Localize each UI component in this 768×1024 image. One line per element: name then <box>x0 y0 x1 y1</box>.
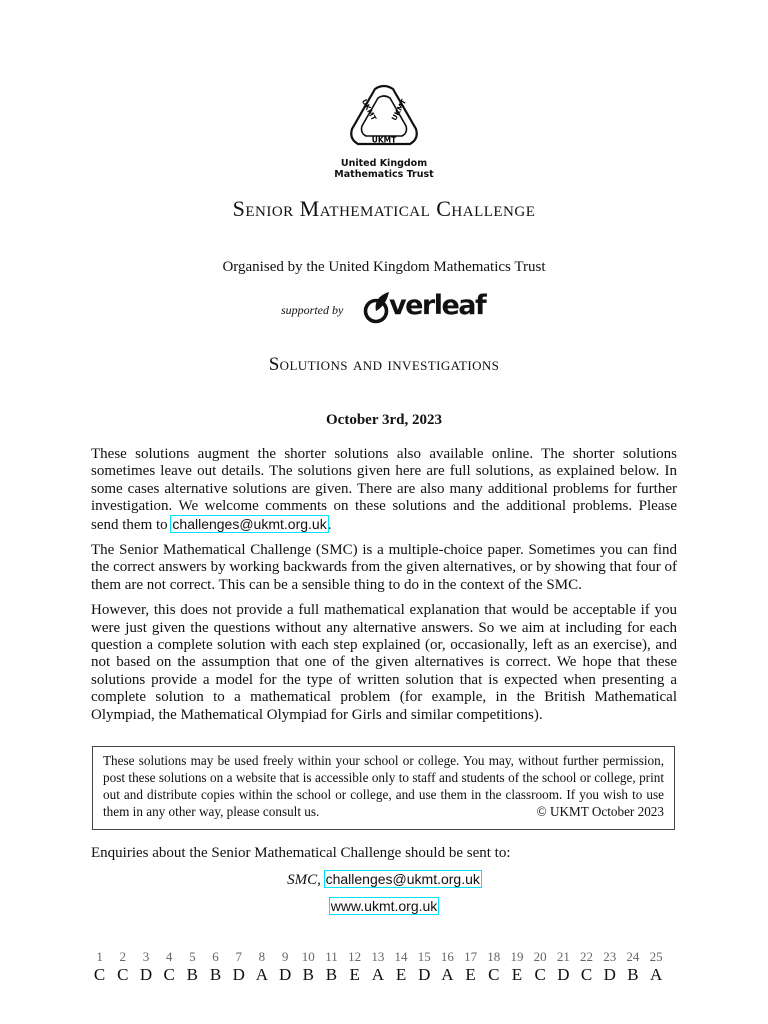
usage-notice-box <box>92 746 675 830</box>
question-number: 13 <box>371 949 385 964</box>
question-number: 24 <box>626 949 640 964</box>
answer-column <box>320 949 343 985</box>
answer-letter: E <box>511 965 523 984</box>
supported-by-label: supported by <box>281 303 344 317</box>
page-subtitle: Solutions and investigations <box>268 354 500 375</box>
answer-letter: B <box>209 965 222 984</box>
answer-letter: D <box>418 965 431 984</box>
question-number: 1 <box>96 949 103 964</box>
answer-letter: A <box>255 965 269 984</box>
answer-column <box>598 949 621 985</box>
website-line <box>0 898 768 916</box>
question-number: 9 <box>281 949 289 964</box>
answer-letter: A <box>649 965 663 984</box>
question-number: 7 <box>235 949 242 964</box>
answer-letter: B <box>302 965 314 984</box>
intro-paragraph-2: The Senior Mathematical Challenge (SMC) is a multiple-choice paper. Sometimes you can find the correct answers by working backwards from the given alternatives, or by showing that four of them are not correct. This can be a sensible thing to do in the context of the SMC. <box>91 542 677 593</box>
question-number: 11 <box>325 949 338 964</box>
logo-ring-text-left: UKMT <box>359 98 378 123</box>
answer-column <box>343 949 366 985</box>
contact-email-link[interactable]: challenges@ukmt.org.uk <box>325 871 480 887</box>
overleaf-leaf-icon <box>362 289 392 325</box>
question-number: 16 <box>440 949 454 964</box>
answer-letter: D <box>232 965 245 984</box>
email-link[interactable]: challenges@ukmt.org.uk <box>172 515 327 532</box>
question-number: 22 <box>580 949 594 964</box>
answer-letter: D <box>603 965 616 984</box>
contact-email-line <box>0 871 768 889</box>
enquiries-text: Enquiries about the Senior Mathematical Challenge should be sent to: <box>91 845 511 861</box>
answer-letter: C <box>163 965 175 984</box>
question-number: 5 <box>189 949 196 964</box>
organised-by: Organised by the United Kingdom Mathematics Trust <box>222 259 546 275</box>
logo-ring-text-right: UKMT <box>390 98 409 123</box>
answer-column <box>250 949 273 985</box>
question-number: 25 <box>649 949 663 964</box>
logo-caption-line1: United Kingdom <box>340 158 428 169</box>
answer-column <box>389 949 412 985</box>
page-title: Senior Mathematical Challenge <box>232 196 536 221</box>
intro-paragraph-1: These solutions augment the shorter solutions also available online. The shorter solutions sometimes leave out details. The solutions given here are full solutions, as explained below. In some cases alternative solutions are given. There are also many additional problems for further investigation. We welcome comments on these solutions and the additional problems. Please send them to challenges@ukmt.org.uk. <box>91 446 677 533</box>
answer-column <box>482 949 505 985</box>
answer-column <box>505 949 528 985</box>
logo-caption-line2: Mathematics Trust <box>334 169 434 180</box>
question-number: 6 <box>212 949 219 964</box>
overleaf-wordmark: verleaf <box>389 290 486 321</box>
answer-column <box>366 949 389 985</box>
question-number: 2 <box>119 949 127 964</box>
question-number: 19 <box>510 949 524 964</box>
contact-prefix: SMC, <box>287 872 321 888</box>
answer-letter: D <box>139 965 153 984</box>
question-number: 4 <box>165 949 173 964</box>
answer-column <box>621 949 644 985</box>
answer-column <box>575 949 598 985</box>
answer-column <box>204 949 227 985</box>
answer-letter: B <box>186 965 199 984</box>
logo-caption <box>0 158 768 180</box>
question-number: 21 <box>556 949 570 964</box>
ukmt-triangle-emblem-icon <box>347 84 421 150</box>
answer-letter: C <box>534 965 546 984</box>
question-number: 20 <box>533 949 547 964</box>
logo-ring-text-bottom: UKMT <box>371 135 397 145</box>
question-number: 8 <box>258 949 266 964</box>
question-number: 3 <box>142 949 150 964</box>
answer-column <box>227 949 250 985</box>
answer-column <box>529 949 552 985</box>
question-number: 18 <box>487 949 501 964</box>
intro-text <box>91 446 677 732</box>
question-number: 12 <box>348 949 362 964</box>
answer-letter: B <box>627 965 639 984</box>
usage-notice-text: These solutions may be used freely within your school or college. You may, without further permission, post these solutions on a website that is accessible only to staff and students of the school or college, print out and distribute copies within the school or college, and use them in the classroom. If you wish to use them in any other way, please consult us. <box>103 753 664 819</box>
answer-letter: D <box>557 965 570 984</box>
answer-letter: E <box>349 965 360 984</box>
website-link[interactable]: www.ukmt.org.uk <box>330 898 438 914</box>
copyright-notice: © UKMT October 2023 <box>536 804 664 819</box>
answer-column <box>88 949 111 985</box>
answer-column <box>413 949 436 985</box>
answer-letter: E <box>395 965 407 984</box>
answer-key <box>88 949 668 985</box>
answer-column <box>158 949 181 985</box>
intro-paragraph-3: However, this does not provide a full mathematical explanation that would be acceptable if you were just given the questions without any alternative answers. So we aim at including for each question a complete solution with each step explained (or, occasionally, left as an exercise), and not based on the assumption that one of the given alternatives is correct. We hope that these solutions provide a model for the type of written solution that is expected when presenting a complete solution to a mathematical problem (for example, in the British Mathematical Olympiad, the Mathematical Olympiad for Girls and similar competitions). <box>91 602 677 723</box>
question-number: 23 <box>603 949 617 964</box>
answer-letter: A <box>441 965 454 984</box>
ukmt-logo <box>0 84 768 180</box>
answer-column <box>436 949 459 985</box>
answer-letter: E <box>465 965 476 984</box>
answer-letter: C <box>93 965 106 984</box>
answer-column <box>552 949 575 985</box>
answer-letter: C <box>488 965 500 984</box>
answer-column <box>297 949 320 985</box>
question-number: 15 <box>417 949 431 964</box>
answer-column <box>134 949 157 985</box>
answer-letter: A <box>371 965 384 984</box>
question-number: 10 <box>301 949 315 964</box>
answer-column <box>274 949 297 985</box>
answer-column <box>645 949 668 985</box>
question-number: 14 <box>394 949 408 964</box>
answer-letter: D <box>278 965 292 984</box>
answer-letter: C <box>580 965 593 984</box>
answer-column <box>111 949 134 985</box>
date: October 3rd, 2023 <box>326 412 442 428</box>
answer-letter: C <box>117 965 129 984</box>
answer-letter: B <box>325 965 338 984</box>
answer-column <box>181 949 204 985</box>
question-number: 17 <box>464 949 478 964</box>
answer-column <box>459 949 482 985</box>
